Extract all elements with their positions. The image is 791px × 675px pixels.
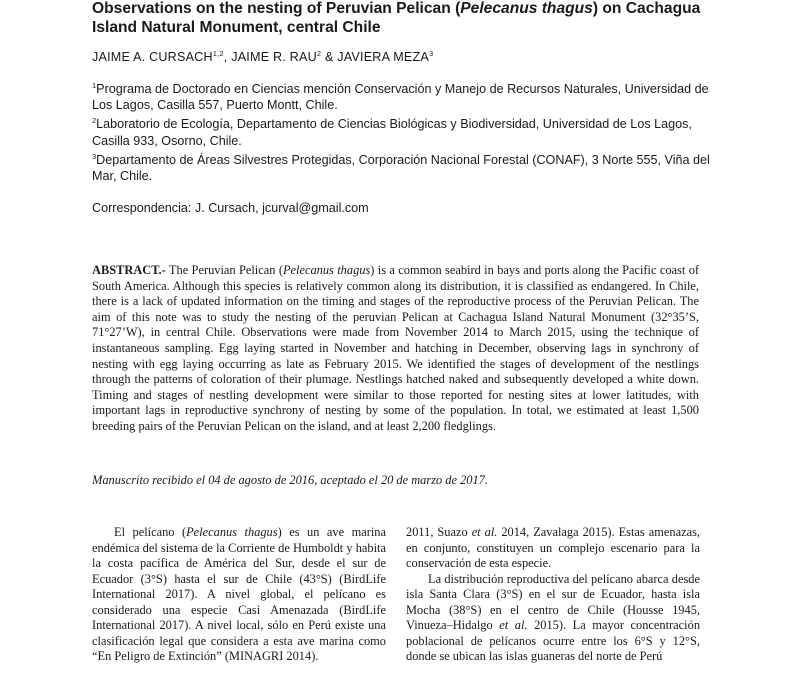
affiliation-text: Departamento de Áreas Silvestres Protegidas, Corporación Nacional Forestal (CONAF), 3 Norte 555, Viña del Mar, Chile. [92, 152, 710, 184]
body-text: 2014, Zavalaga 2015). Estas amenazas, en conjunto, constituyen un complejo escenario para la conservación de esta especie. [406, 525, 700, 570]
received-date-note: Manuscrito recibido el 04 de agosto de 2016, aceptado el 20 de marzo de 2017. [92, 473, 488, 487]
title-text-end: ) on Cachagua Island Natural Monument, central Chile [92, 0, 701, 36]
body-paragraph [406, 525, 700, 572]
affiliation-text: Programa de Doctorado en Ciencias mención Conservación y Manejo de Recursos Naturales, Universidad de Los Lagos, Casilla 557, Puerto Montt, Chile. [92, 82, 709, 113]
body-citation-etal: et al. [471, 525, 498, 539]
author-name: JAIME R. RAU [231, 50, 317, 64]
body-text: El pelícano ( [114, 525, 187, 539]
body-text: 2015). La mayor concentración poblacional de pelícanos ocurre entre los 6°S y 12°S, donde se ubican las islas guaneras del norte de Perú [406, 618, 701, 663]
body-paragraph [406, 572, 700, 665]
author-separator: & [321, 50, 338, 64]
affiliation-text: Laboratorio de Ecología, Departamento de Ciencias Biológicas y Biodiversidad, Universidad de Los Lagos, Casilla 933, Osorno, Chile. [92, 117, 692, 148]
author-affiliation-marker: 2 [316, 49, 322, 58]
author-affiliation-marker: 3 [429, 49, 434, 58]
abstract [92, 263, 699, 435]
affiliation-item [92, 149, 712, 184]
paper-title [92, 0, 742, 37]
body-citation-etal: et al. [499, 618, 528, 632]
title-species-name: Pelecanus thagus [460, 0, 593, 17]
body-text: 2011, Suazo [406, 525, 472, 539]
affiliation-marker: 1 [92, 81, 97, 90]
author-name: JAIME A. CURSACH [92, 50, 213, 64]
author-list [92, 49, 433, 64]
body-column-right [406, 525, 700, 665]
author-affiliation-marker: 1,2 [212, 49, 224, 58]
abstract-text: The Peruvian Pelican ( [165, 263, 283, 277]
abstract-label: ABSTRACT.- [92, 263, 166, 277]
correspondence-line: Correspondencia: J. Cursach, jcurval@gmail.com [92, 201, 369, 215]
body-column-left [92, 525, 386, 665]
affiliation-item [92, 113, 712, 148]
affiliation-item [92, 78, 712, 113]
affiliation-marker: 3 [92, 151, 97, 161]
affiliation-list [92, 78, 712, 184]
body-text: La distribución reproductiva del pelícano abarca desde isla Santa Clara (3°S) en el sur de Ecuador, hasta isla Mocha (38°S) en el centro de Chile (Housse 1945, Vinueza–Hidalgo [406, 571, 700, 632]
author-name: JAVIERA MEZA [337, 50, 429, 64]
affiliation-marker: 2 [92, 116, 97, 126]
abstract-text: ) is a common seabird in bays and ports along the Pacific coast of South America. Although this species is relatively common along its distribution, it is classified as endangered. In Chile, there is a lack of updated information on the timing and stages of the reproductive process of the Peruvian Pelican. The aim of this note was to study the nesting of the peruvian Pelican at Cachagua Island Natural Monument (32°35’S, 71°27’W), in central Chile. Observations were made from November 2014 to March 2015, using the technique of instantaneous sampling. Egg laying started in November and hatching in December, observing lags in synchrony of nesting with egg laying occurring as late as February 2015. We identified the stages of development of the nestlings through the patterns of coloration of their plumage. Nestlings hatched naked and subsequently developed a white down. Timing and stages of nestling development were similar to those reported for nesting sites at lower latitudes, with important lags in reproductive synchrony of nesting by some of the population. In total, we estimated at least 1,500 breeding pairs of the Peruvian Pelican on the island, and at least 2,200 fledglings. [92, 263, 700, 433]
body-species-name: Pelecanus thagus [186, 525, 278, 539]
author-separator: , [223, 50, 232, 64]
abstract-species-name: Pelecanus thagus [282, 263, 371, 277]
body-paragraph [92, 525, 386, 665]
body-text: ) es un ave marina endémica del sistema de la Corriente de Humboldt y habita la costa pacífica de América del Sur, desde el sur de Ecuador (3°S) hasta el sur de Chile (43°S) (BirdLife International 2017). A nivel global, el pelícano es considerado una especie Casi Amenazada (BirdLife International 2017). A nivel local, sólo en Perú existe una clasificación legal que considera a esta ave marina como “En Peligro de Extinción” (MINAGRI 2014). [92, 525, 387, 663]
title-text-start: Observations on the nesting of Peruvian Pelican ( [92, 0, 461, 17]
